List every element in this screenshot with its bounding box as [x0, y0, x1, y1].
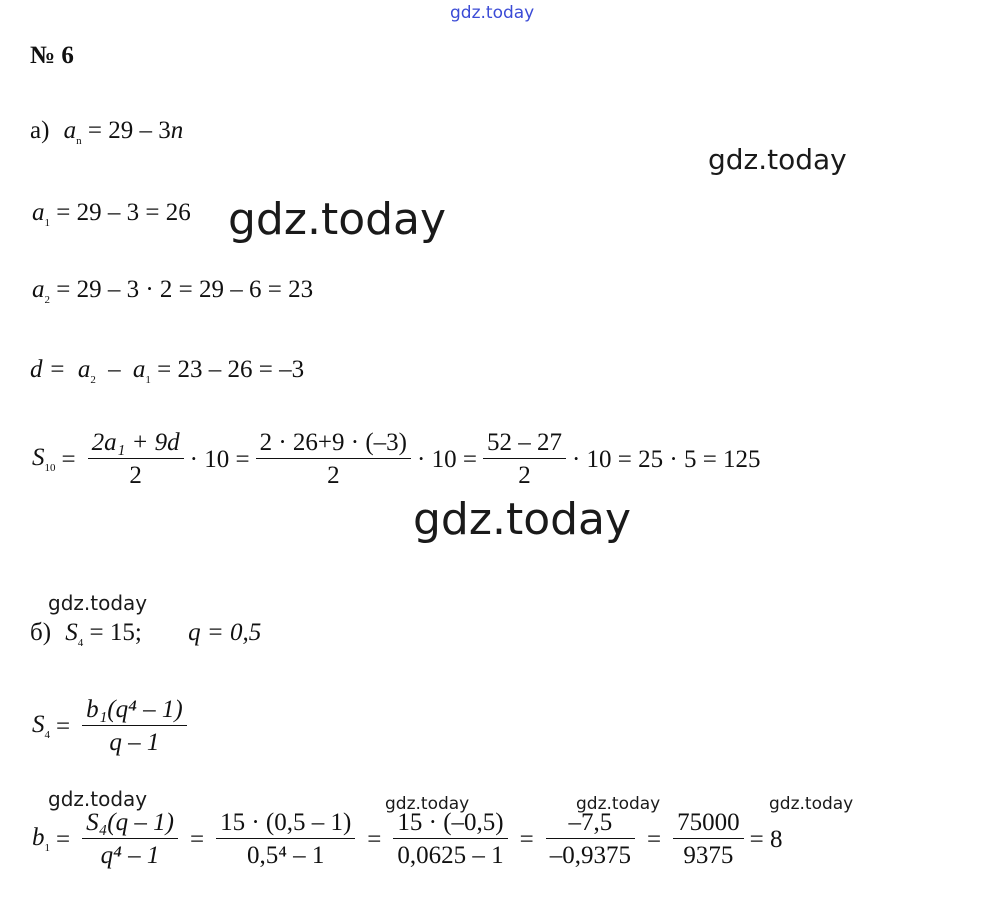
part-a-label: а) — [30, 117, 50, 144]
b1-calculation: $b_1$ = $\frac{\text{S₄(q – 1)}}{\text{q⁴ – 1}}$ = $\frac{15 \cdot (0,5 - 1)}{\text{0,5⁴ – 1}}$ = $\frac{15 \cdot (-0,5)}{0,0625 - 1}$ = $\frac{-7,5}{-0,9375}$ = $\frac{75000}{9375}$ = 8 — [32, 809, 783, 869]
s4-formula: $S_4$ = $\frac{\text{b₁(q⁴ – 1)}}{q - 1}$ — [32, 697, 193, 755]
s10-fraction-3: $\frac{52 - 27}{2}$ — [483, 430, 566, 488]
watermark-right: gdz.today — [708, 143, 847, 176]
a1-calculation: $a_1 = 29 - 3 = 26$ — [32, 199, 191, 229]
watermark-large-1: gdz.today — [228, 194, 447, 245]
s10-fraction-2: $\frac{2 \cdot 26+9 \cdot (-3)}{2}$ — [256, 430, 411, 488]
part-b-given: б) $S_4 = 15$; q = 0,5 — [30, 619, 262, 649]
b1-fraction-2: $\frac{15 \cdot (0,5 - 1)}{\text{0,5⁴ – 1}}$ — [216, 810, 355, 868]
watermark-small-2: gdz.today — [48, 787, 148, 811]
watermark-small-5: gdz.today — [769, 794, 854, 814]
part-b-label: б) — [30, 619, 52, 646]
watermark-small-1: gdz.today — [48, 591, 148, 615]
b1-fraction-3: $\frac{15 \cdot (-0,5)}{0,0625 - 1}$ — [393, 810, 507, 868]
b1-result: = 8 — [749, 825, 783, 853]
task-number: № 6 — [30, 42, 74, 69]
b1-fraction-4: $\frac{-7,5}{-0,9375}$ — [546, 810, 635, 868]
watermark-top: gdz.today — [450, 3, 535, 23]
s10-fraction-1: $\frac{\text{2a₁ + 9d}}{2}$ — [88, 430, 184, 488]
b1-fraction-1: $\frac{\text{S₄(q – 1)}}{\text{q⁴ – 1}}$ — [82, 810, 178, 868]
b1-fraction-5: $\frac{75000}{9375}$ — [673, 810, 744, 868]
d-calculation: $d = a_2 - a_1 = 23 - 26 = -3$ — [30, 356, 305, 386]
part-a-formula: а) $a_n = 29 - 3n$ — [30, 117, 184, 147]
a2-calculation: $a_2 = 29 - 3 \cdot 2 = 29 - 6 = 23$ — [32, 276, 314, 306]
watermark-small-3: gdz.today — [385, 794, 470, 814]
watermark-small-4: gdz.today — [576, 794, 661, 814]
watermark-large-2: gdz.today — [413, 494, 632, 545]
s4-fraction: $\frac{\text{b₁(q⁴ – 1)}}{q - 1}$ — [82, 697, 187, 755]
s10-calculation: $S_{10}$ = $\frac{\text{2a₁ + 9d}}{2}$ · 10 = $\frac{2 \cdot 26+9 \cdot (-3)}{2}$ · 10 = $\frac{52 - 27}{2}$ · 10 = 25 · 5 = 125 — [32, 429, 761, 489]
